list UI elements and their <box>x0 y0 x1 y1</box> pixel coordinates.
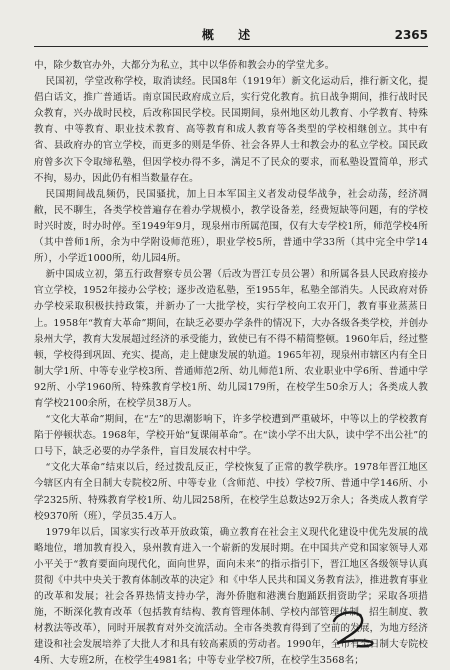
paragraph: 中，除少数官办外，大都分为私立，其中以华侨和教会办的学堂尤多。 <box>34 60 335 71</box>
handwritten-mark <box>328 609 378 651</box>
page-number: 2365 <box>394 28 428 42</box>
chapter-title: 概 述 <box>201 28 261 42</box>
paragraph: “文化大革命”结束以后，经过拨乱反正，学校恢复了正常的教学秩序。1978年晋江地区今辖区内有全日制大专院校2所、中等专业（含师范、中技）学校7所、普通中学146所、小学2325所、特殊教育学校1所、幼儿园258所，在校学生总数达92万余人；各类成人教育学校9370所（班），学员35.4万人。 <box>34 462 428 522</box>
paragraph: 1979年以后，国家实行改革开放政策，确立教育在社会主义现代化建设中优先发展的战略地位，增加教育投入，泉州教育进入一个崭新的发展时期。在中国共产党和国家领导人邓小平关于“教育要面向现代化，面向世界，面向未来”的指示指引下，晋江地区各级领导认真贯彻《中共中央关于教育体制改革的决定》和《中华人民共和国义务教育法》，推进教育事业的改革和发展；社会各界热情支持办学，海外侨胞和港澳台胞踊跃捐资助学；采取各项措施，不断深化教育改革（包括教育结构、教育管理体制、学校内部管理体制、招生制度、教材教法等改革），同时开展教育对外交流活动。全市各类教育得到了空前的发展，为地方经济建设和社会发展培养了大批人才和具有较高素质的劳动者。1990年，全市有全日制大专院校4所、大专班2所，在校学生4981名；中等专业学校7所，在校学生3568名； <box>34 526 428 667</box>
paragraph: “文化大革命”期间，在“左”的思潮影响下，许多学校遭到严重破坏，中等以上的学校教育陷于停顿状态。1968年，学校开始“复课闹革命”。在“读小学不出大队，读中学不出公社”的口号下，缺乏必要的办学条件，盲目发展农村中学。 <box>34 414 428 458</box>
body-text <box>34 58 428 670</box>
page-header <box>34 26 428 46</box>
paragraph: 民国期间战乱频仍，民国骚扰，加上日本军国主义者发动侵华战争，社会动荡，经济凋敝，民不聊生，各类学校普遍存在着办学规模小，教学设备差，经费短缺等问题，有的学校时兴时废，时办时停。至1949年9月，现泉州市所属范围，仅有大专学校1所，师范学校4所（其中普师1所，余为中学附设师范班），职业学校5所，普通中学33所（其中完全中学14所），小学近1000所，幼儿园4所。 <box>34 188 428 265</box>
paragraph: 新中国成立初，第五行政督察专员公署（后改为晋江专员公署）和所属各县人民政府接办官立学校，1952年接办公学校；逐步改造私塾，至1955年，私塾全部消失。人民政府对侨办学校采取积极扶持政策，并新办了一大批学校，实行学校向工农开门，教育事业蒸蒸日上。1958年“教育大革命”期间，在缺乏必要办学条件的情况下，大办各级各类学校，并创办泉州大学，教育大发展超过经济的承受能力，致使已有不得不精简整顿。1960年后，经过整顿，学校得到巩固、充实、提高，走上健康发展的轨道。1965年初，现泉州市辖区内有全日制大学1所、中等专业学校3所、普通师范2所、幼儿师范1所、农业职业中学6所、普通中学92所、小学1960所、特殊教育学校1所、幼儿园179所，在校学生50余万人；各类成人教育学校2100余所，在校学员38万人。 <box>34 269 428 409</box>
header-rule <box>34 46 428 47</box>
paragraph: 民国初，学堂改称学校，取消读经。民国8年（1919年）新文化运动后，推行新文化，提倡白话文，推广普通话。南京国民政府成立后，实行党化教育。抗日战争期间，推行战时民众教育，兴办战时民校，后改称国民学校。民国期间，泉州地区幼儿教育、小学教育、特殊教育、中等教育、职业技术教育、高等教育和成人教育等各类型的学校相继创立。其中有省、县政府办的官立学校，而更多的则是华侨、社会各界人士和教会办的私立学校。国民政府曾多次下令取缔私塾，但因学校办得不多，满足不了民众的要求，而私塾设置简单，形式不拘，易办，因此仍有相当数量存在。 <box>34 76 428 184</box>
